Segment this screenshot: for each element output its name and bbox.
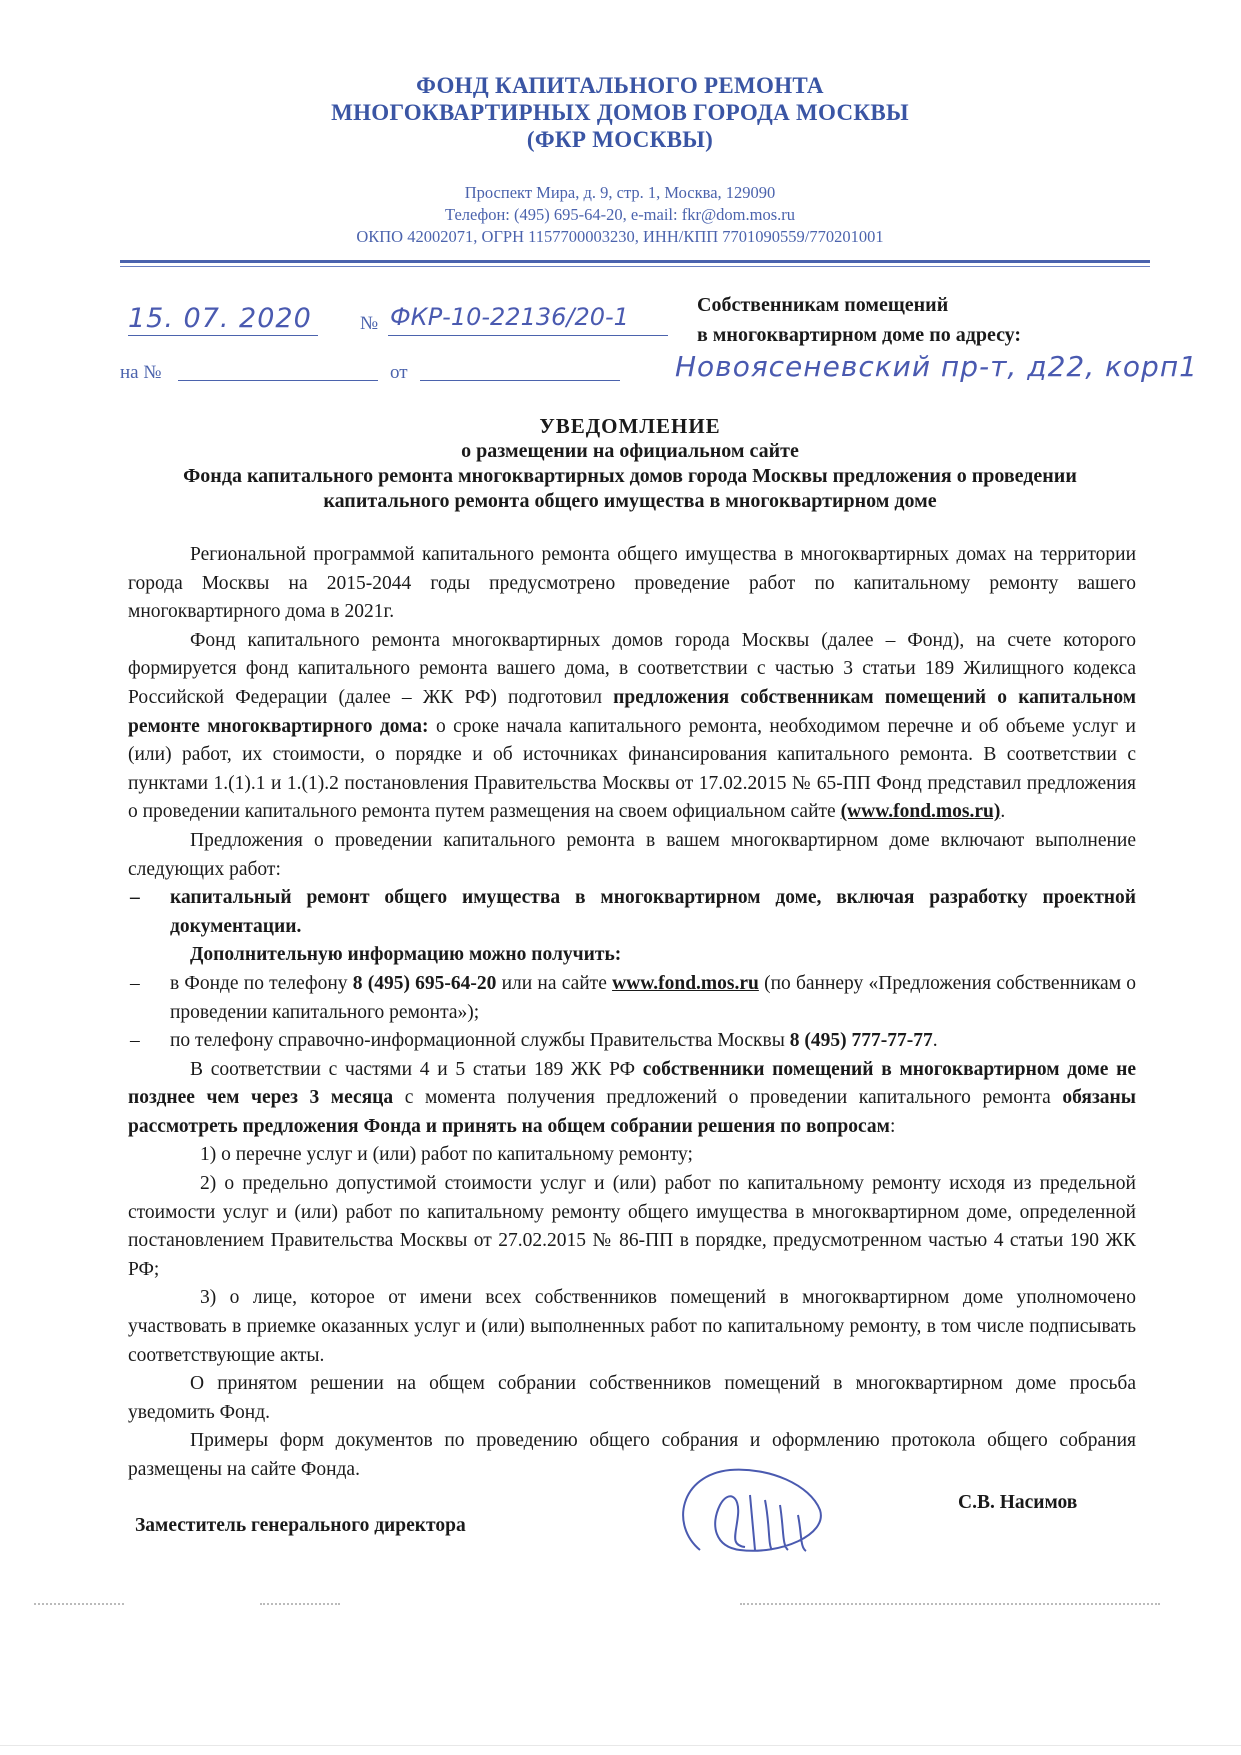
org-line-2: МНОГОКВАРТИРНЫХ ДОМОВ ГОРОДА МОСКВЫ (331, 100, 909, 125)
organization-name (300, 72, 940, 153)
outgoing-registration (120, 301, 680, 341)
title-subheading: о размещении на официальном сайте (461, 440, 799, 462)
notice-title (130, 414, 1130, 514)
letterhead-rule-thin (120, 266, 1150, 267)
list-item-fund-contact (128, 970, 1136, 1027)
paragraph-examples: Примеры форм документов по проведению общего собрания и оформлению протокола общего собрания размещены на сайте Фонда. (128, 1430, 1136, 1480)
fund-phone: 8 (495) 695-64-20 (352, 972, 497, 994)
ref-date-label: от (390, 362, 408, 383)
paragraph-fund-end: . (1000, 801, 1006, 823)
scan-artifact (740, 1603, 1160, 1607)
obligation-end: : (889, 1115, 896, 1137)
registry-codes: ОКПО 42002071, ОГРН 1157700003230, ИНН/КПП 7701090559/770201001 (356, 227, 884, 246)
paragraph-program: Региональной программой капитального ремонта общего имущества в многоквартирных домах на территории города Москвы на 2015-2044 годы предусмотрено проведение работ по капитальному ремонту вашего многоквартирного дома в 2021г. (128, 544, 1136, 623)
gov-contact-text: по телефону справочно-информационной службы Правительства Москвы (170, 1030, 790, 1052)
paragraph-obligation (128, 1056, 1136, 1142)
contact-text-a: в Фонде по телефону (170, 972, 353, 994)
list-item-works-text: капитальный ремонт общего имущества в многоквартирном доме, включая разработку проектной документации. (170, 887, 1136, 937)
contacts-block (250, 182, 990, 248)
fund-site-link[interactable]: www.fond.mos.ru (612, 972, 759, 994)
paragraph-fund (128, 627, 1136, 827)
scan-artifact (34, 1603, 124, 1607)
contact-text-b: или на сайте (496, 972, 613, 994)
handwritten-signature (660, 1455, 850, 1565)
registration-number: ФКР-10-22136/20-1 (390, 303, 629, 331)
info-label: Дополнительную информацию можно получить: (190, 944, 622, 966)
addressee-line-1: Собственникам помещений (697, 294, 949, 316)
title-heading: УВЕДОМЛЕНИЕ (539, 414, 721, 438)
registration-date: 15. 07. 2020 (128, 303, 312, 334)
obligation-bold-b: собственники помещений в многоквартирном доме не позднее чем через 3 месяца (128, 1058, 1136, 1109)
paragraph-fund-bold: предложения собственникам помещений о капитальном ремонте многоквартирного дома: (128, 686, 1136, 737)
reference-line (120, 362, 640, 386)
obligation-bold-d: обязаны рассмотреть предложения Фонда и принять на общем собрании решения по вопросам (128, 1087, 1137, 1137)
gov-contact-end: . (932, 1030, 938, 1052)
numbered-item-1: 1) о перечне услуг и (или) работ по капитальному ремонту; (200, 1144, 693, 1166)
org-line-3: (ФКР МОСКВЫ) (526, 127, 714, 152)
dash-marker: – (130, 972, 140, 994)
signatory-name: С.В. Насимов (958, 1492, 1078, 1513)
paragraph-fund-text-a: Фонд капитального ремонта многоквартирных домов города Москвы (далее – Фонд), на счете которого формируется фонд капитального ремонта вашего дома, в соответствии с частью 3 статьи 189 Жилищного кодекса Российской Федерации (далее – ЖК РФ) подготовил (128, 629, 1136, 708)
contact-text-c: (по баннеру «Предложения собственникам о проведении капитального ремонта»); (170, 972, 1136, 1023)
org-line-1: ФОНД КАПИТАЛЬНОГО РЕМОНТА (416, 73, 824, 98)
numbered-item-2: 2) о предельно допустимой стоимости услуг и (или) работ по капитальному ремонту исходя из предельной стоимости услуг и (или) работ по капитальному ремонту общего имущества в многоквартирном доме, определенной постановлением Правительства Москвы от 27.02.2015 № 86-ПП в порядке, предусмотренном частью 4 статьи 190 ЖК РФ; (128, 1173, 1136, 1280)
letterhead-rule-thick (120, 260, 1150, 263)
obligation-text-a: В соответствии с частями 4 и 5 статьи 189 ЖК РФ (190, 1058, 643, 1080)
ref-number-label: на № (120, 362, 162, 383)
date-underline (128, 335, 318, 336)
scan-artifact (260, 1603, 340, 1607)
number-underline (388, 335, 668, 336)
addressee-line-2: в многоквартирном доме по адресу: (697, 324, 1022, 346)
handwritten-address: Новоясеневский пр-т, д22, корп1 (675, 350, 1198, 383)
notice-body (128, 541, 1136, 1485)
signatory-title: Заместитель генерального директора (135, 1515, 466, 1536)
paragraph-proposals: Предложения о проведении капитального ремонта в вашем многоквартирном доме включают выполнение следующих работ: (128, 829, 1136, 880)
addressee (697, 290, 1157, 350)
ref-number-blank (178, 380, 378, 381)
paragraph-notify: О принятом решении на общем собрании собственников помещений в многоквартирном доме просьба уведомить Фонд. (128, 1373, 1136, 1423)
obligation-text-c: с момента получения предложений о проведении капитального ремонта (393, 1087, 1063, 1109)
numbered-item-3: 3) о лице, которое от имени всех собственников помещений в многоквартирном доме уполномочено участвовать в приемке оказанных услуг и (или) выполненных работ по капитальному ремонту, в том числе подписывать соответствующие акты. (128, 1287, 1136, 1366)
list-item-gov-contact (128, 1027, 1136, 1056)
ref-date-blank (420, 380, 620, 381)
number-sign: № (360, 313, 379, 334)
gov-phone: 8 (495) 777-77-77 (789, 1030, 933, 1052)
phone-email: Телефон: (495) 695-64-20, e-mail: fkr@dom.mos.ru (445, 205, 795, 224)
dash-marker: – (130, 1030, 140, 1052)
list-item-works (128, 884, 1136, 941)
dash-marker: – (130, 887, 140, 909)
postal-address: Проспект Мира, д. 9, стр. 1, Москва, 129090 (464, 183, 776, 202)
title-description: Фонда капитального ремонта многоквартирных домов города Москвы предложения о проведении капитального ремонта общего имущества в многоквартирном доме (183, 465, 1077, 512)
fund-website-link[interactable]: (www.fond.mos.ru) (840, 801, 1001, 823)
page-edge (0, 1745, 1241, 1746)
paragraph-fund-text-c: о сроке начала капитального ремонта, необходимом перечне и об объеме услуг и (или) работ, их стоимости, о порядке и об источниках финансирования капитального ремонта. В соответствии с пунктами 1.(1).1 и 1.(1).2 постановления Правительства Москвы от 17.02.2015 № 65-ПП Фонд представил предложения о проведении капитального ремонта путем размещения на своем официальном сайте (128, 715, 1136, 823)
